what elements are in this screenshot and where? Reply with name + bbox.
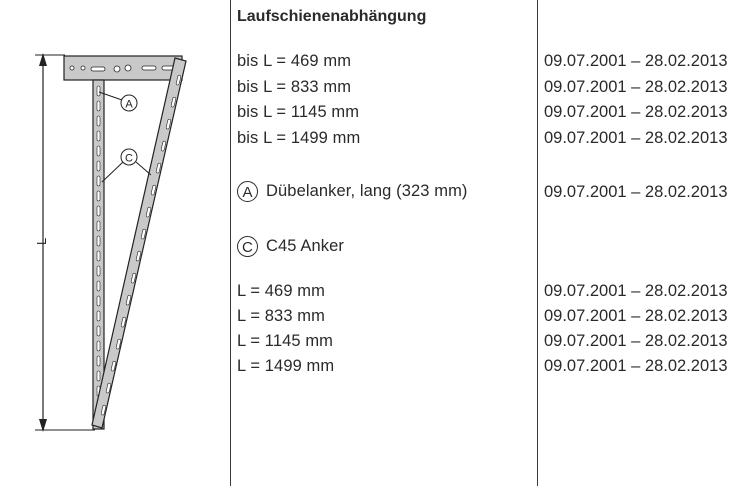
column-divider-right: [537, 0, 538, 486]
c45-row-label: L = 1145 mm: [237, 332, 334, 350]
callout-c-leader-right: [136, 162, 151, 175]
callout-c-leader-left: [102, 162, 123, 182]
rail-row-label: bis L = 469 mm: [237, 52, 352, 70]
column-divider-left: [230, 0, 231, 486]
c45-row-dates: 09.07.2001 – 28.02.2013: [544, 332, 728, 350]
rail-row-dates: 09.07.2001 – 28.02.2013: [544, 103, 728, 121]
rail-row-label: bis L = 833 mm: [237, 78, 352, 96]
anchor-c-row: [237, 236, 344, 257]
c45-row-dates: 09.07.2001 – 28.02.2013: [544, 307, 728, 325]
anchor-a-dates: 09.07.2001 – 28.02.2013: [544, 183, 728, 201]
callout-a-label: A: [125, 98, 133, 111]
c45-row-dates: 09.07.2001 – 28.02.2013: [544, 282, 728, 300]
bracket-drawing: [0, 0, 230, 486]
rail-row-label: bis L = 1499 mm: [237, 129, 361, 147]
rail-row-dates: 09.07.2001 – 28.02.2013: [544, 129, 728, 147]
c45-row-dates: 09.07.2001 – 28.02.2013: [544, 357, 728, 375]
diagonal-rail: [92, 58, 186, 428]
rail-row-dates: 09.07.2001 – 28.02.2013: [544, 78, 728, 96]
anchor-a-row: [237, 181, 468, 202]
callout-c-label: C: [125, 152, 133, 165]
c45-row-label: L = 1499 mm: [237, 357, 335, 375]
c45-row-label: L = 833 mm: [237, 307, 325, 325]
rail-row-label: bis L = 1145 mm: [237, 103, 360, 121]
section-title: Laufschienenabhängung: [237, 8, 427, 25]
bracket-drawing-svg: [0, 0, 230, 486]
anchor-c-marker: C: [237, 236, 258, 257]
dimension-label: L: [34, 237, 49, 245]
c45-row-label: L = 469 mm: [237, 282, 325, 300]
anchor-a-label: Dübelanker, lang (323 mm): [266, 182, 468, 200]
anchor-c-label: C45 Anker: [266, 237, 344, 255]
anchor-a-marker: A: [237, 181, 258, 202]
rail-row-dates: 09.07.2001 – 28.02.2013: [544, 52, 728, 70]
